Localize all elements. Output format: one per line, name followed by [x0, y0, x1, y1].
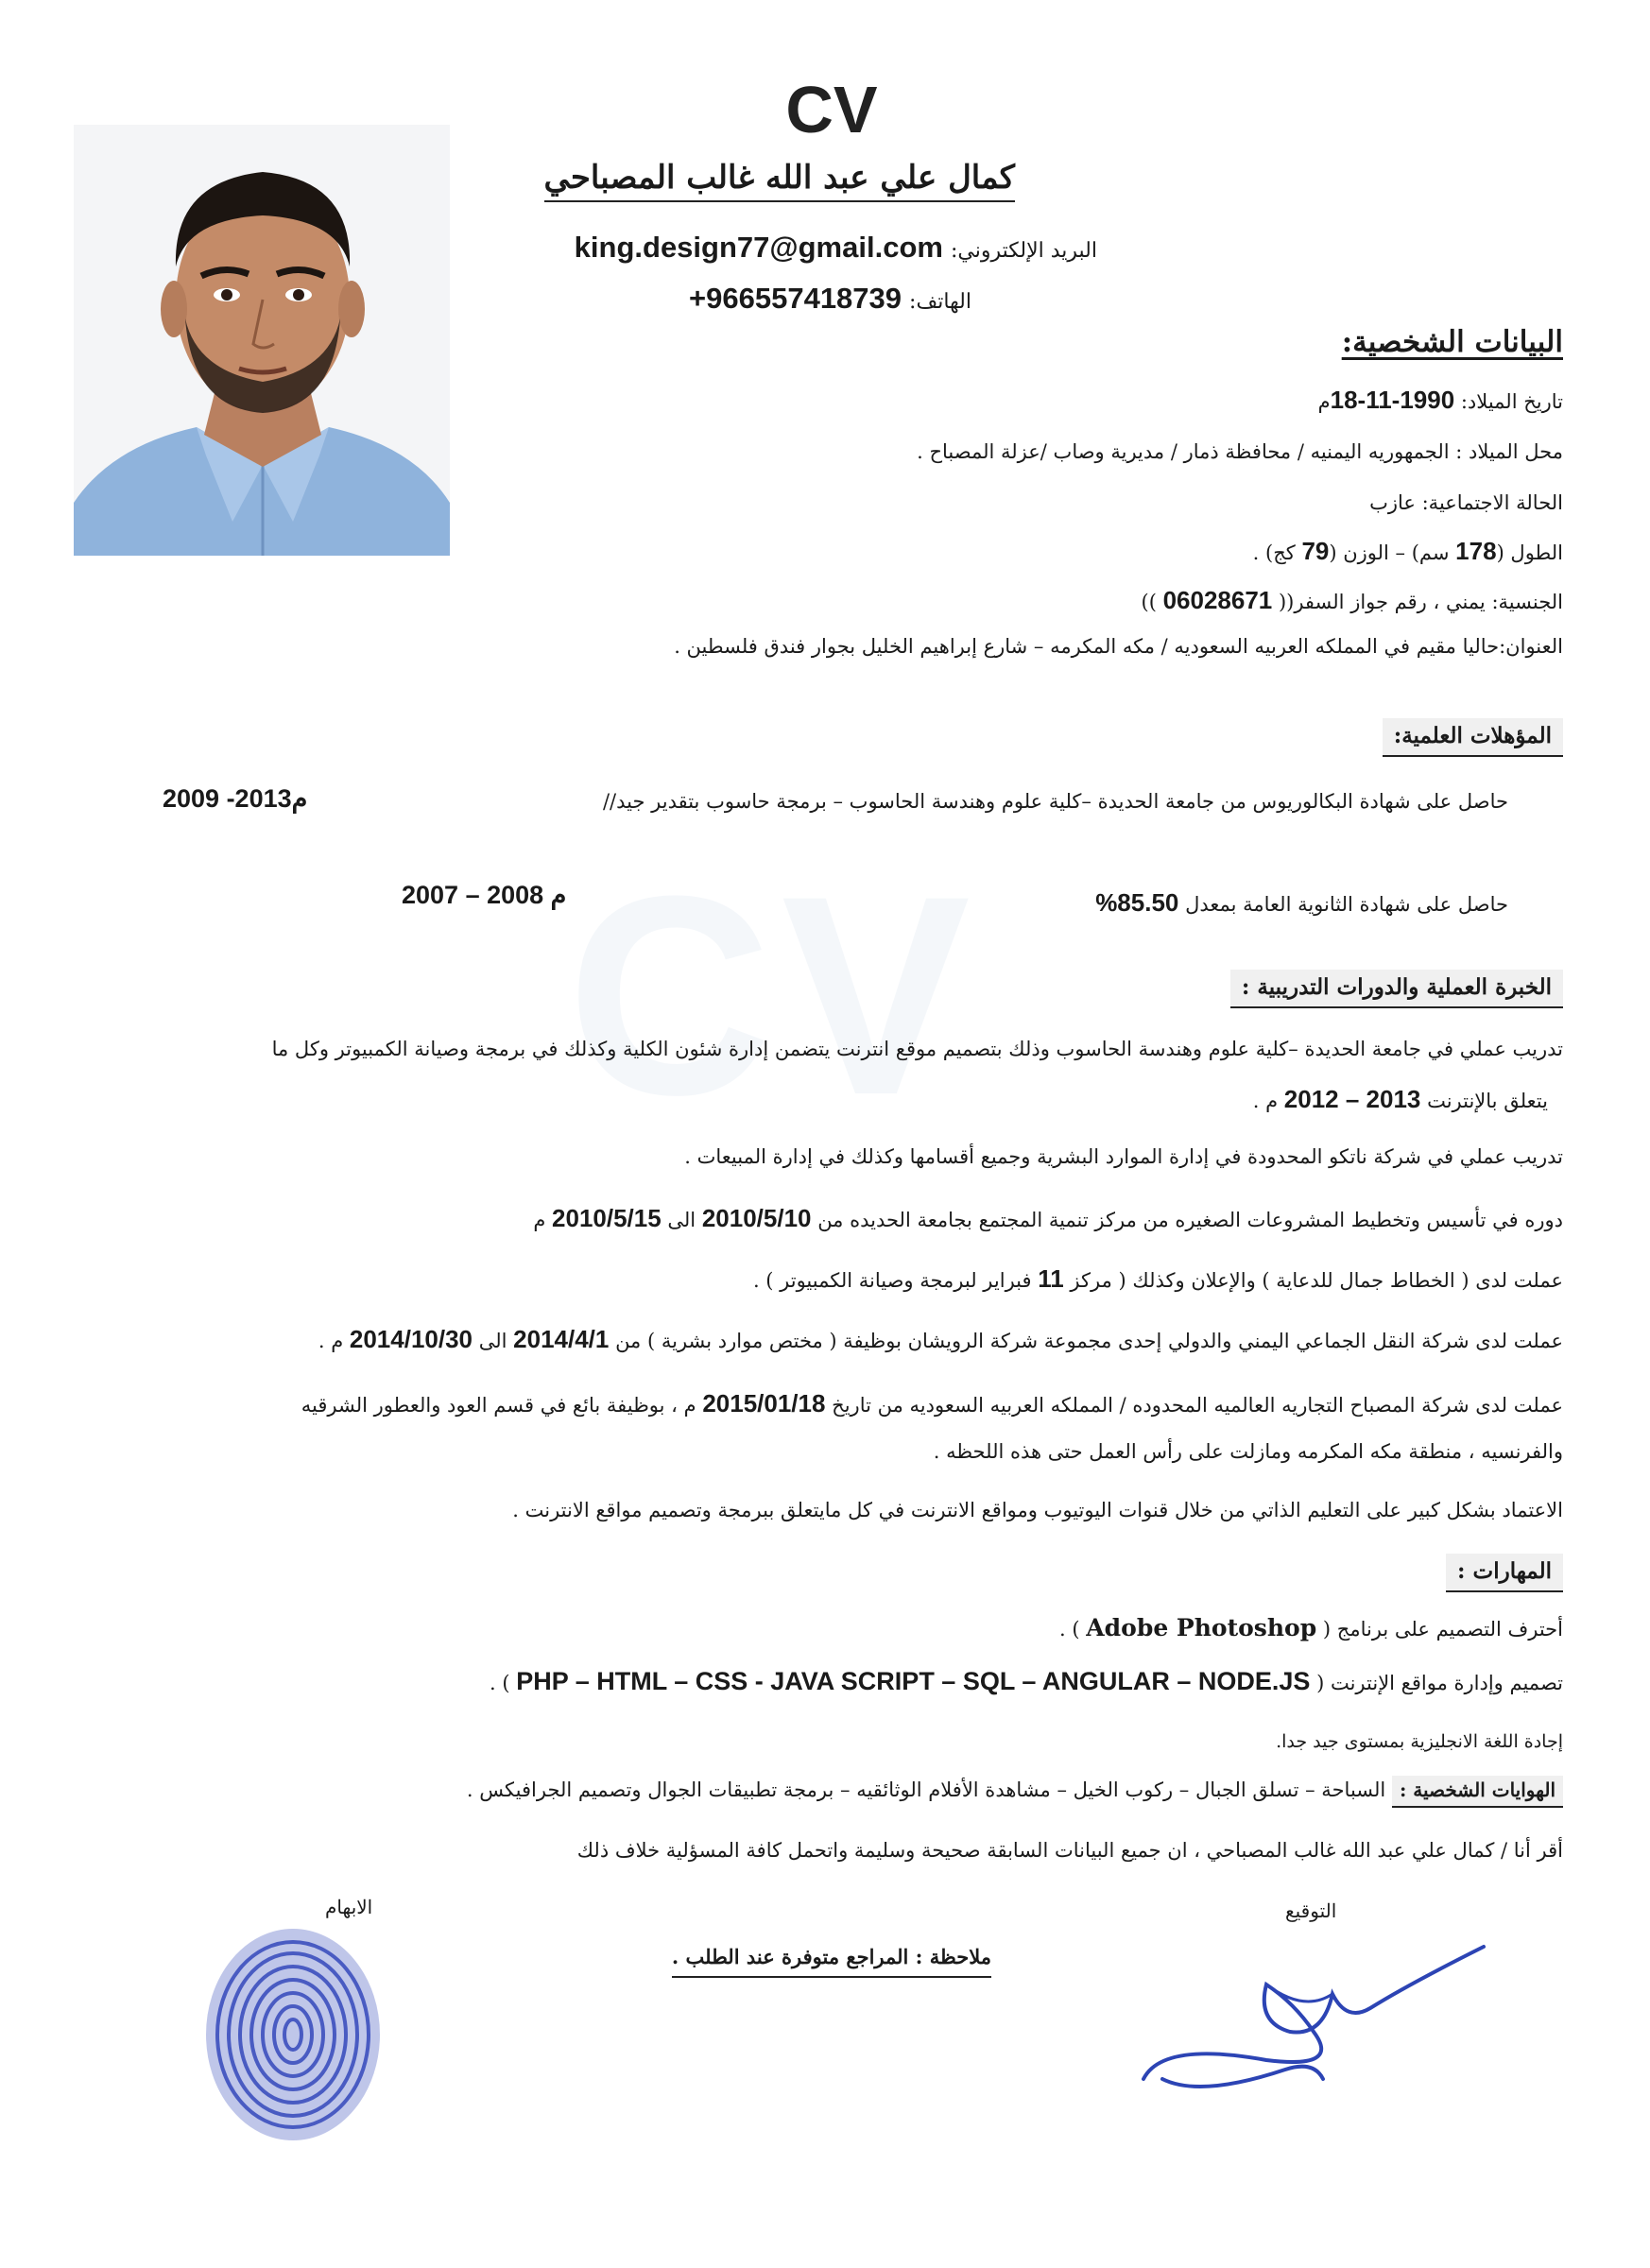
declaration: أقر أنا / كمال علي عبد الله غالب المصباحي ، ان جميع البيانات السابقة صحيحة وسليمة واتحمل كافة المسؤلية خلاف ذلك — [576, 1839, 1563, 1862]
qualification-secondary — [1095, 888, 1508, 918]
experience-line-6-suffix: م . — [318, 1330, 344, 1352]
qualification-bachelor-years: 2009 -2013م — [163, 784, 308, 813]
experience-line-3: تدريب عملي في شركة ناتكو المحدودة في إدارة الموارد البشرية وجميع أقسامها وكذلك في إدارة المبيعات . — [684, 1145, 1563, 1168]
personal-heading: البيانات الشخصية: — [1341, 325, 1563, 359]
full-name: كمال علي عبد الله غالب المصباحي — [544, 159, 1015, 202]
email-value: king.design77@gmail.com — [574, 231, 943, 264]
experience-line-2-text: يتعلق بالإنترنت — [1427, 1090, 1548, 1112]
experience-line-6-to: 2014/10/30 — [349, 1325, 473, 1353]
experience-line-6-to-label: الى — [478, 1330, 507, 1352]
skills-heading: المهارات : — [1446, 1554, 1563, 1592]
phone-value: +966557418739 — [689, 282, 902, 315]
experience-line-1: تدريب عملي في جامعة الحديدة –كلية علوم وهندسة الحاسوب وذلك بتصميم موقع انترنت يتضمن إدارة شئون الكلية وكذلك في برمجة وصيانة الكمبيوتر وكل ما — [271, 1038, 1563, 1060]
passport-number: 06028671 — [1162, 586, 1273, 614]
fingerprint-icon — [198, 1916, 387, 2143]
skill-photoshop-text: أحترف التصميم على برنامج ( — [1322, 1618, 1563, 1641]
nationality-text: الجنسية: يمني ، رقم جواز السفر(( — [1278, 591, 1563, 613]
phone-label: الهاتف: — [909, 290, 971, 314]
experience-line-4-from: 2010/5/10 — [701, 1204, 812, 1232]
weight-unit: كج) . — [1252, 541, 1302, 564]
experience-line-4 — [533, 1204, 1563, 1233]
birth-date: 18-11-1990 — [1330, 386, 1455, 414]
experience-line-6 — [318, 1325, 1563, 1354]
hobbies-text: السباحة – تسلق الجبال – ركوب الخيل – مشاهدة الأفلام الوثائقيه – برمجة تطبيقات الجوال وتصميم الجرافيكس . — [466, 1778, 1386, 1801]
cv-title: CV — [785, 73, 878, 146]
passport-close: )) — [1141, 591, 1157, 613]
skill-photoshop — [1059, 1614, 1563, 1641]
experience-line-7 — [301, 1389, 1563, 1418]
weight-value: 79 — [1301, 537, 1330, 565]
height-label: الطول ( — [1496, 541, 1563, 564]
qualifications-heading: المؤهلات العلمية: — [1383, 718, 1563, 757]
signature-label: التوقيع — [1285, 1899, 1337, 1922]
address-line: العنوان:حاليا مقيم في المملكه العربيه السعوديه / مكه المكرمه – شارع إبراهيم الخليل بجوار فندق فلسطين . — [674, 635, 1563, 658]
experience-line-5-text: عملت لدى ( الخطاط جمال للدعاية ) والإعلان وكذلك ( مركز — [1070, 1269, 1563, 1292]
experience-line-4-text: دوره في تأسيس وتخطيط المشروعات الصغيره من مركز تنمية المجتمع بجامعة الحديده من — [817, 1209, 1563, 1231]
qualification-secondary-years: 2007 – 2008 م — [402, 881, 567, 909]
experience-line-8: والفرنسيه ، منطقة مكه المكرمه ومازلت على رأس العمل حتى هذه اللحظه . — [933, 1440, 1563, 1463]
skill-web-text: تصميم وإدارة مواقع الإنترنت ( — [1316, 1672, 1563, 1694]
skill-web — [490, 1667, 1563, 1696]
thumb-label: الابهام — [325, 1896, 373, 1918]
hobbies-line — [467, 1778, 1563, 1801]
experience-line-5-rest: فبراير لبرمجة وصيانة الكمبيوتر ) . — [752, 1269, 1032, 1292]
nationality-line — [1142, 586, 1564, 615]
phone-row — [689, 282, 971, 316]
experience-line-4-suffix: م — [533, 1209, 546, 1231]
skill-web-stack: PHP – HTML – CSS - JAVA SCRIPT – SQL – ANGULAR – NODE.JS — [516, 1667, 1311, 1695]
birth-date-line — [1318, 386, 1563, 415]
marital-line: الحالة الاجتماعية: عازب — [1369, 491, 1563, 514]
experience-line-2 — [1253, 1085, 1548, 1114]
hobbies-heading: الهوايات الشخصية : — [1392, 1776, 1563, 1808]
experience-line-2-years: 2012 – 2013 — [1283, 1085, 1421, 1113]
references-note: ملاحظة : المراجع متوفرة عند الطلب . — [672, 1945, 991, 1978]
birth-place-line: محل الميلاد : الجمهوريه اليمنيه / محافظة ذمار / مديرية وصاب /عزلة المصباح . — [917, 440, 1563, 463]
cv-watermark — [567, 832, 980, 1159]
experience-line-7-text: عملت لدى شركة المصباح التجاريه العالميه المحدوده / المملكه العربيه السعوديه من تاريخ — [832, 1394, 1563, 1417]
birth-date-label: تاريخ الميلاد: — [1460, 390, 1563, 413]
skill-english: إجادة اللغة الانجليزية بمستوى جيد جدا. — [1276, 1731, 1563, 1752]
email-label: البريد الإلكتروني: — [950, 239, 1097, 263]
experience-line-5-num: 11 — [1038, 1264, 1064, 1293]
experience-line-6-text: عملت لدى شركة النقل الجماعي اليمني والدولي إحدى مجموعة شركة الرويشان بوظيفة ( مختص موارد بشرية ) من — [615, 1330, 1563, 1352]
qualification-secondary-text: حاصل على شهادة الثانوية العامة بمعدل — [1185, 893, 1508, 916]
experience-line-6-from: 2014/4/1 — [513, 1325, 610, 1353]
experience-line-5 — [753, 1264, 1563, 1294]
qualification-secondary-grade: %85.50 — [1095, 888, 1179, 917]
skill-web-close: ) . — [489, 1672, 510, 1694]
skill-photoshop-close: ) . — [1059, 1618, 1080, 1641]
signature-icon — [1125, 1928, 1503, 2107]
experience-line-7-rest: م ، بوظيفة بائع في قسم العود والعطور الشرقيه — [301, 1394, 696, 1417]
email-row — [575, 231, 1097, 265]
height-weight-line — [1253, 537, 1563, 566]
experience-line-9: الاعتماد بشكل كبير على التعليم الذاتي من خلال قنوات اليوتيوب ومواقع الانترنت في كل مايتعلق ببرمجة وتصميم مواقع الانترنت . — [512, 1499, 1563, 1521]
skill-photoshop-name: Adobe Photoshop — [1086, 1614, 1317, 1641]
height-value: 178 — [1455, 537, 1497, 565]
profile-photo — [74, 125, 450, 556]
experience-line-4-to-label: الى — [667, 1209, 696, 1231]
experience-line-2-suffix: م . — [1252, 1090, 1279, 1112]
height-unit: سم) – الوزن ( — [1329, 541, 1456, 564]
experience-heading: الخبرة العملية والدورات التدريبية : — [1230, 970, 1563, 1008]
birth-date-suffix: م — [1317, 390, 1331, 413]
qualification-bachelor: حاصل على شهادة البكالوريوس من جامعة الحديدة –كلية علوم وهندسة الحاسوب – برمجة حاسوب بتقدير جيد// — [602, 790, 1508, 813]
experience-line-4-to: 2010/5/15 — [552, 1204, 662, 1232]
experience-line-7-date: 2015/01/18 — [702, 1389, 826, 1418]
